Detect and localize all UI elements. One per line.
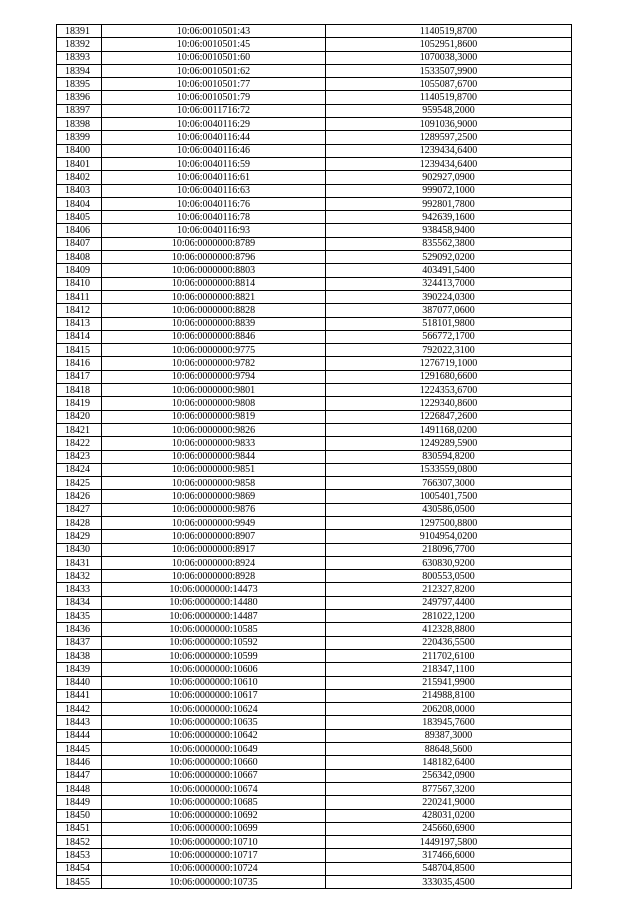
row-number-cell: 18401 bbox=[57, 157, 102, 170]
row-number-cell: 18396 bbox=[57, 91, 102, 104]
row-number-cell: 18408 bbox=[57, 251, 102, 264]
cadastral-number-cell: 10:06:0040116:78 bbox=[102, 211, 326, 224]
table-row bbox=[57, 91, 572, 104]
row-number-cell: 18429 bbox=[57, 530, 102, 543]
table-row bbox=[57, 144, 572, 157]
cadastral-value-cell: 1226847,2600 bbox=[326, 410, 572, 423]
cadastral-number-cell: 10:06:0000000:8839 bbox=[102, 317, 326, 330]
cadastral-value-cell: 938458,9400 bbox=[326, 224, 572, 237]
cadastral-number-cell: 10:06:0000000:10685 bbox=[102, 796, 326, 809]
row-number-cell: 18455 bbox=[57, 876, 102, 889]
cadastral-number-cell: 10:06:0000000:9808 bbox=[102, 397, 326, 410]
cadastral-value-cell: 387077,0600 bbox=[326, 304, 572, 317]
row-number-cell: 18436 bbox=[57, 623, 102, 636]
table-row bbox=[57, 197, 572, 210]
cadastral-number-cell: 10:06:0000000:14487 bbox=[102, 610, 326, 623]
table-row bbox=[57, 330, 572, 343]
cadastral-number-cell: 10:06:0000000:10592 bbox=[102, 636, 326, 649]
cadastral-number-cell: 10:06:0000000:10692 bbox=[102, 809, 326, 822]
cadastral-value-cell: 1070038,3000 bbox=[326, 51, 572, 64]
table-row bbox=[57, 822, 572, 835]
cadastral-value-cell: 218347,1100 bbox=[326, 663, 572, 676]
cadastral-value-cell: 390224,0300 bbox=[326, 290, 572, 303]
table-row bbox=[57, 836, 572, 849]
table-row bbox=[57, 304, 572, 317]
cadastral-value-cell: 9104954,0200 bbox=[326, 530, 572, 543]
row-number-cell: 18450 bbox=[57, 809, 102, 822]
cadastral-value-cell: 220241,9000 bbox=[326, 796, 572, 809]
cadastral-number-cell: 10:06:0000000:10635 bbox=[102, 716, 326, 729]
table-row bbox=[57, 184, 572, 197]
cadastral-value-cell: 1276719,1000 bbox=[326, 357, 572, 370]
row-number-cell: 18397 bbox=[57, 104, 102, 117]
cadastral-value-cell: 1229340,8600 bbox=[326, 397, 572, 410]
row-number-cell: 18411 bbox=[57, 290, 102, 303]
cadastral-value-cell: 766307,3000 bbox=[326, 477, 572, 490]
table-row bbox=[57, 157, 572, 170]
cadastral-value-cell: 830594,8200 bbox=[326, 450, 572, 463]
cadastral-number-cell: 10:06:0000000:14473 bbox=[102, 583, 326, 596]
table-row bbox=[57, 450, 572, 463]
row-number-cell: 18432 bbox=[57, 570, 102, 583]
row-number-cell: 18444 bbox=[57, 729, 102, 742]
row-number-cell: 18406 bbox=[57, 224, 102, 237]
table-row bbox=[57, 782, 572, 795]
row-number-cell: 18445 bbox=[57, 743, 102, 756]
cadastral-value-cell: 428031,0200 bbox=[326, 809, 572, 822]
cadastral-value-cell: 1055087,6700 bbox=[326, 78, 572, 91]
row-number-cell: 18431 bbox=[57, 556, 102, 569]
cadastral-number-cell: 10:06:0000000:10642 bbox=[102, 729, 326, 742]
cadastral-value-cell: 835562,3800 bbox=[326, 237, 572, 250]
table-row bbox=[57, 636, 572, 649]
row-number-cell: 18428 bbox=[57, 516, 102, 529]
table-row bbox=[57, 317, 572, 330]
row-number-cell: 18440 bbox=[57, 676, 102, 689]
cadastral-number-cell: 10:06:0000000:8917 bbox=[102, 543, 326, 556]
cadastral-value-cell: 1491168,0200 bbox=[326, 423, 572, 436]
row-number-cell: 18420 bbox=[57, 410, 102, 423]
cadastral-value-cell: 999072,1000 bbox=[326, 184, 572, 197]
cadastral-value-cell: 220436,5500 bbox=[326, 636, 572, 649]
cadastral-number-cell: 10:06:0010501:43 bbox=[102, 25, 326, 38]
cadastral-value-cell: 211702,6100 bbox=[326, 649, 572, 662]
cadastral-number-cell: 10:06:0000000:10660 bbox=[102, 756, 326, 769]
cadastral-value-cell: 1091036,9000 bbox=[326, 118, 572, 131]
table-row bbox=[57, 171, 572, 184]
table-row bbox=[57, 570, 572, 583]
table-row bbox=[57, 290, 572, 303]
document-page bbox=[56, 24, 571, 889]
table-row bbox=[57, 649, 572, 662]
row-number-cell: 18430 bbox=[57, 543, 102, 556]
cadastral-number-cell: 10:06:0040116:76 bbox=[102, 197, 326, 210]
cadastral-number-cell: 10:06:0010501:45 bbox=[102, 38, 326, 51]
table-row bbox=[57, 384, 572, 397]
row-number-cell: 18442 bbox=[57, 703, 102, 716]
cadastral-value-cell: 566772,1700 bbox=[326, 330, 572, 343]
table-row bbox=[57, 463, 572, 476]
row-number-cell: 18441 bbox=[57, 689, 102, 702]
table-row bbox=[57, 357, 572, 370]
cadastral-number-cell: 10:06:0000000:8907 bbox=[102, 530, 326, 543]
row-number-cell: 18413 bbox=[57, 317, 102, 330]
table-row bbox=[57, 663, 572, 676]
cadastral-number-cell: 10:06:0000000:9876 bbox=[102, 503, 326, 516]
table-row bbox=[57, 51, 572, 64]
table-row bbox=[57, 716, 572, 729]
row-number-cell: 18409 bbox=[57, 264, 102, 277]
table-row bbox=[57, 743, 572, 756]
cadastral-value-cell: 942639,1600 bbox=[326, 211, 572, 224]
cadastral-number-cell: 10:06:0040116:93 bbox=[102, 224, 326, 237]
row-number-cell: 18392 bbox=[57, 38, 102, 51]
table-row bbox=[57, 25, 572, 38]
row-number-cell: 18400 bbox=[57, 144, 102, 157]
cadastral-number-cell: 10:06:0000000:10610 bbox=[102, 676, 326, 689]
cadastral-number-cell: 10:06:0000000:8803 bbox=[102, 264, 326, 277]
cadastral-number-cell: 10:06:0000000:9949 bbox=[102, 516, 326, 529]
table-row bbox=[57, 370, 572, 383]
row-number-cell: 18395 bbox=[57, 78, 102, 91]
cadastral-value-cell: 800553,0500 bbox=[326, 570, 572, 583]
row-number-cell: 18427 bbox=[57, 503, 102, 516]
cadastral-number-cell: 10:06:0010501:79 bbox=[102, 91, 326, 104]
table-row bbox=[57, 211, 572, 224]
row-number-cell: 18417 bbox=[57, 370, 102, 383]
table-row bbox=[57, 131, 572, 144]
cadastral-number-cell: 10:06:0000000:9833 bbox=[102, 437, 326, 450]
row-number-cell: 18422 bbox=[57, 437, 102, 450]
table-row bbox=[57, 729, 572, 742]
row-number-cell: 18447 bbox=[57, 769, 102, 782]
row-number-cell: 18448 bbox=[57, 782, 102, 795]
cadastral-number-cell: 10:06:0000000:10599 bbox=[102, 649, 326, 662]
row-number-cell: 18433 bbox=[57, 583, 102, 596]
cadastral-value-cell: 324413,7000 bbox=[326, 277, 572, 290]
table-row bbox=[57, 610, 572, 623]
cadastral-number-cell: 10:06:0000000:10617 bbox=[102, 689, 326, 702]
cadastral-value-cell: 792022,3100 bbox=[326, 344, 572, 357]
row-number-cell: 18403 bbox=[57, 184, 102, 197]
row-number-cell: 18437 bbox=[57, 636, 102, 649]
row-number-cell: 18418 bbox=[57, 384, 102, 397]
table-row bbox=[57, 118, 572, 131]
cadastral-value-cell: 148182,6400 bbox=[326, 756, 572, 769]
row-number-cell: 18404 bbox=[57, 197, 102, 210]
cadastral-number-cell: 10:06:0000000:10606 bbox=[102, 663, 326, 676]
row-number-cell: 18399 bbox=[57, 131, 102, 144]
table-row bbox=[57, 862, 572, 875]
row-number-cell: 18443 bbox=[57, 716, 102, 729]
row-number-cell: 18446 bbox=[57, 756, 102, 769]
table-row bbox=[57, 530, 572, 543]
table-row bbox=[57, 251, 572, 264]
cadastral-value-cell: 548704,8500 bbox=[326, 862, 572, 875]
cadastral-value-cell: 1533507,9900 bbox=[326, 64, 572, 77]
cadastral-number-cell: 10:06:0000000:10724 bbox=[102, 862, 326, 875]
cadastral-value-cell: 1052951,8600 bbox=[326, 38, 572, 51]
cadastral-value-cell: 1291680,6600 bbox=[326, 370, 572, 383]
row-number-cell: 18426 bbox=[57, 490, 102, 503]
cadastral-value-cell: 1239434,6400 bbox=[326, 144, 572, 157]
row-number-cell: 18412 bbox=[57, 304, 102, 317]
row-number-cell: 18449 bbox=[57, 796, 102, 809]
table-row bbox=[57, 876, 572, 889]
cadastral-value-cell: 206208,0000 bbox=[326, 703, 572, 716]
table-row bbox=[57, 676, 572, 689]
cadastral-value-cell: 281022,1200 bbox=[326, 610, 572, 623]
cadastral-number-cell: 10:06:0000000:10735 bbox=[102, 876, 326, 889]
cadastral-number-cell: 10:06:0000000:10585 bbox=[102, 623, 326, 636]
row-number-cell: 18434 bbox=[57, 596, 102, 609]
table-row bbox=[57, 277, 572, 290]
row-number-cell: 18439 bbox=[57, 663, 102, 676]
row-number-cell: 18398 bbox=[57, 118, 102, 131]
row-number-cell: 18394 bbox=[57, 64, 102, 77]
cadastral-value-cell: 215941,9900 bbox=[326, 676, 572, 689]
cadastral-number-cell: 10:06:0000000:9794 bbox=[102, 370, 326, 383]
cadastral-value-cell: 1249289,5900 bbox=[326, 437, 572, 450]
cadastral-number-cell: 10:06:0000000:10710 bbox=[102, 836, 326, 849]
cadastral-value-cell: 518101,9800 bbox=[326, 317, 572, 330]
cadastral-value-cell: 1297500,8800 bbox=[326, 516, 572, 529]
cadastral-number-cell: 10:06:0040116:29 bbox=[102, 118, 326, 131]
cadastral-number-cell: 10:06:0040116:46 bbox=[102, 144, 326, 157]
cadastral-value-cell: 256342,0900 bbox=[326, 769, 572, 782]
cadastral-number-cell: 10:06:0000000:10674 bbox=[102, 782, 326, 795]
table-row bbox=[57, 64, 572, 77]
table-row bbox=[57, 809, 572, 822]
cadastral-number-cell: 10:06:0000000:10624 bbox=[102, 703, 326, 716]
cadastral-number-cell: 10:06:0000000:10667 bbox=[102, 769, 326, 782]
cadastral-number-cell: 10:06:0000000:9869 bbox=[102, 490, 326, 503]
table-row bbox=[57, 437, 572, 450]
table-row bbox=[57, 477, 572, 490]
cadastral-value-cell: 412328,8800 bbox=[326, 623, 572, 636]
table-row bbox=[57, 410, 572, 423]
cadastral-value-cell: 212327,8200 bbox=[326, 583, 572, 596]
row-number-cell: 18454 bbox=[57, 862, 102, 875]
cadastral-value-cell: 1140519,8700 bbox=[326, 91, 572, 104]
cadastral-number-cell: 10:06:0000000:14480 bbox=[102, 596, 326, 609]
table-row bbox=[57, 623, 572, 636]
cadastral-number-cell: 10:06:0000000:8821 bbox=[102, 290, 326, 303]
cadastral-number-cell: 10:06:0000000:9775 bbox=[102, 344, 326, 357]
cadastral-number-cell: 10:06:0000000:8828 bbox=[102, 304, 326, 317]
table-row bbox=[57, 769, 572, 782]
cadastral-number-cell: 10:06:0040116:61 bbox=[102, 171, 326, 184]
cadastral-number-cell: 10:06:0000000:8789 bbox=[102, 237, 326, 250]
row-number-cell: 18391 bbox=[57, 25, 102, 38]
cadastral-number-cell: 10:06:0010501:77 bbox=[102, 78, 326, 91]
cadastral-value-cell: 1224353,6700 bbox=[326, 384, 572, 397]
row-number-cell: 18416 bbox=[57, 357, 102, 370]
table-row bbox=[57, 703, 572, 716]
cadastral-value-cell: 877567,3200 bbox=[326, 782, 572, 795]
cadastral-value-cell: 1005401,7500 bbox=[326, 490, 572, 503]
cadastral-number-cell: 10:06:0000000:10699 bbox=[102, 822, 326, 835]
cadastral-number-cell: 10:06:0000000:9858 bbox=[102, 477, 326, 490]
table-row bbox=[57, 344, 572, 357]
row-number-cell: 18415 bbox=[57, 344, 102, 357]
table-row bbox=[57, 756, 572, 769]
table-row bbox=[57, 397, 572, 410]
table-row bbox=[57, 556, 572, 569]
cadastral-number-cell: 10:06:0010501:60 bbox=[102, 51, 326, 64]
cadastral-number-cell: 10:06:0000000:9844 bbox=[102, 450, 326, 463]
table-row bbox=[57, 543, 572, 556]
cadastral-number-cell: 10:06:0000000:8796 bbox=[102, 251, 326, 264]
table-row bbox=[57, 264, 572, 277]
row-number-cell: 18393 bbox=[57, 51, 102, 64]
cadastral-number-cell: 10:06:0000000:8924 bbox=[102, 556, 326, 569]
row-number-cell: 18407 bbox=[57, 237, 102, 250]
table-row bbox=[57, 104, 572, 117]
cadastral-value-table bbox=[56, 24, 572, 889]
row-number-cell: 18451 bbox=[57, 822, 102, 835]
table-row bbox=[57, 78, 572, 91]
row-number-cell: 18423 bbox=[57, 450, 102, 463]
cadastral-number-cell: 10:06:0040116:59 bbox=[102, 157, 326, 170]
table-row bbox=[57, 583, 572, 596]
table-row bbox=[57, 796, 572, 809]
row-number-cell: 18435 bbox=[57, 610, 102, 623]
cadastral-value-cell: 218096,7700 bbox=[326, 543, 572, 556]
row-number-cell: 18424 bbox=[57, 463, 102, 476]
cadastral-value-cell: 89387,3000 bbox=[326, 729, 572, 742]
table-row bbox=[57, 38, 572, 51]
table-row bbox=[57, 596, 572, 609]
table-row bbox=[57, 237, 572, 250]
cadastral-number-cell: 10:06:0000000:8814 bbox=[102, 277, 326, 290]
cadastral-value-cell: 183945,7600 bbox=[326, 716, 572, 729]
row-number-cell: 18402 bbox=[57, 171, 102, 184]
row-number-cell: 18419 bbox=[57, 397, 102, 410]
table-body bbox=[57, 25, 572, 889]
cadastral-value-cell: 430586,0500 bbox=[326, 503, 572, 516]
cadastral-value-cell: 529092,0200 bbox=[326, 251, 572, 264]
table-row bbox=[57, 423, 572, 436]
cadastral-number-cell: 10:06:0040116:63 bbox=[102, 184, 326, 197]
cadastral-value-cell: 403491,5400 bbox=[326, 264, 572, 277]
cadastral-value-cell: 959548,2000 bbox=[326, 104, 572, 117]
cadastral-number-cell: 10:06:0000000:10649 bbox=[102, 743, 326, 756]
row-number-cell: 18438 bbox=[57, 649, 102, 662]
table-row bbox=[57, 689, 572, 702]
cadastral-number-cell: 10:06:0011716:72 bbox=[102, 104, 326, 117]
cadastral-number-cell: 10:06:0040116:44 bbox=[102, 131, 326, 144]
row-number-cell: 18410 bbox=[57, 277, 102, 290]
cadastral-value-cell: 1449197,5800 bbox=[326, 836, 572, 849]
table-row bbox=[57, 849, 572, 862]
cadastral-number-cell: 10:06:0000000:8846 bbox=[102, 330, 326, 343]
row-number-cell: 18453 bbox=[57, 849, 102, 862]
cadastral-value-cell: 317466,6000 bbox=[326, 849, 572, 862]
cadastral-value-cell: 1533559,0800 bbox=[326, 463, 572, 476]
table-row bbox=[57, 503, 572, 516]
cadastral-number-cell: 10:06:0010501:62 bbox=[102, 64, 326, 77]
cadastral-number-cell: 10:06:0000000:9801 bbox=[102, 384, 326, 397]
cadastral-value-cell: 1140519,8700 bbox=[326, 25, 572, 38]
table-row bbox=[57, 490, 572, 503]
row-number-cell: 18425 bbox=[57, 477, 102, 490]
table-row bbox=[57, 516, 572, 529]
row-number-cell: 18421 bbox=[57, 423, 102, 436]
cadastral-number-cell: 10:06:0000000:8928 bbox=[102, 570, 326, 583]
cadastral-number-cell: 10:06:0000000:10717 bbox=[102, 849, 326, 862]
cadastral-number-cell: 10:06:0000000:9782 bbox=[102, 357, 326, 370]
table-row bbox=[57, 224, 572, 237]
cadastral-value-cell: 1289597,2500 bbox=[326, 131, 572, 144]
row-number-cell: 18452 bbox=[57, 836, 102, 849]
cadastral-value-cell: 88648,5600 bbox=[326, 743, 572, 756]
cadastral-value-cell: 249797,4400 bbox=[326, 596, 572, 609]
cadastral-value-cell: 245660,6900 bbox=[326, 822, 572, 835]
cadastral-value-cell: 992801,7800 bbox=[326, 197, 572, 210]
cadastral-value-cell: 630830,9200 bbox=[326, 556, 572, 569]
cadastral-value-cell: 214988,8100 bbox=[326, 689, 572, 702]
cadastral-value-cell: 902927,0900 bbox=[326, 171, 572, 184]
cadastral-value-cell: 1239434,6400 bbox=[326, 157, 572, 170]
row-number-cell: 18405 bbox=[57, 211, 102, 224]
row-number-cell: 18414 bbox=[57, 330, 102, 343]
cadastral-value-cell: 333035,4500 bbox=[326, 876, 572, 889]
cadastral-number-cell: 10:06:0000000:9826 bbox=[102, 423, 326, 436]
cadastral-number-cell: 10:06:0000000:9819 bbox=[102, 410, 326, 423]
cadastral-number-cell: 10:06:0000000:9851 bbox=[102, 463, 326, 476]
